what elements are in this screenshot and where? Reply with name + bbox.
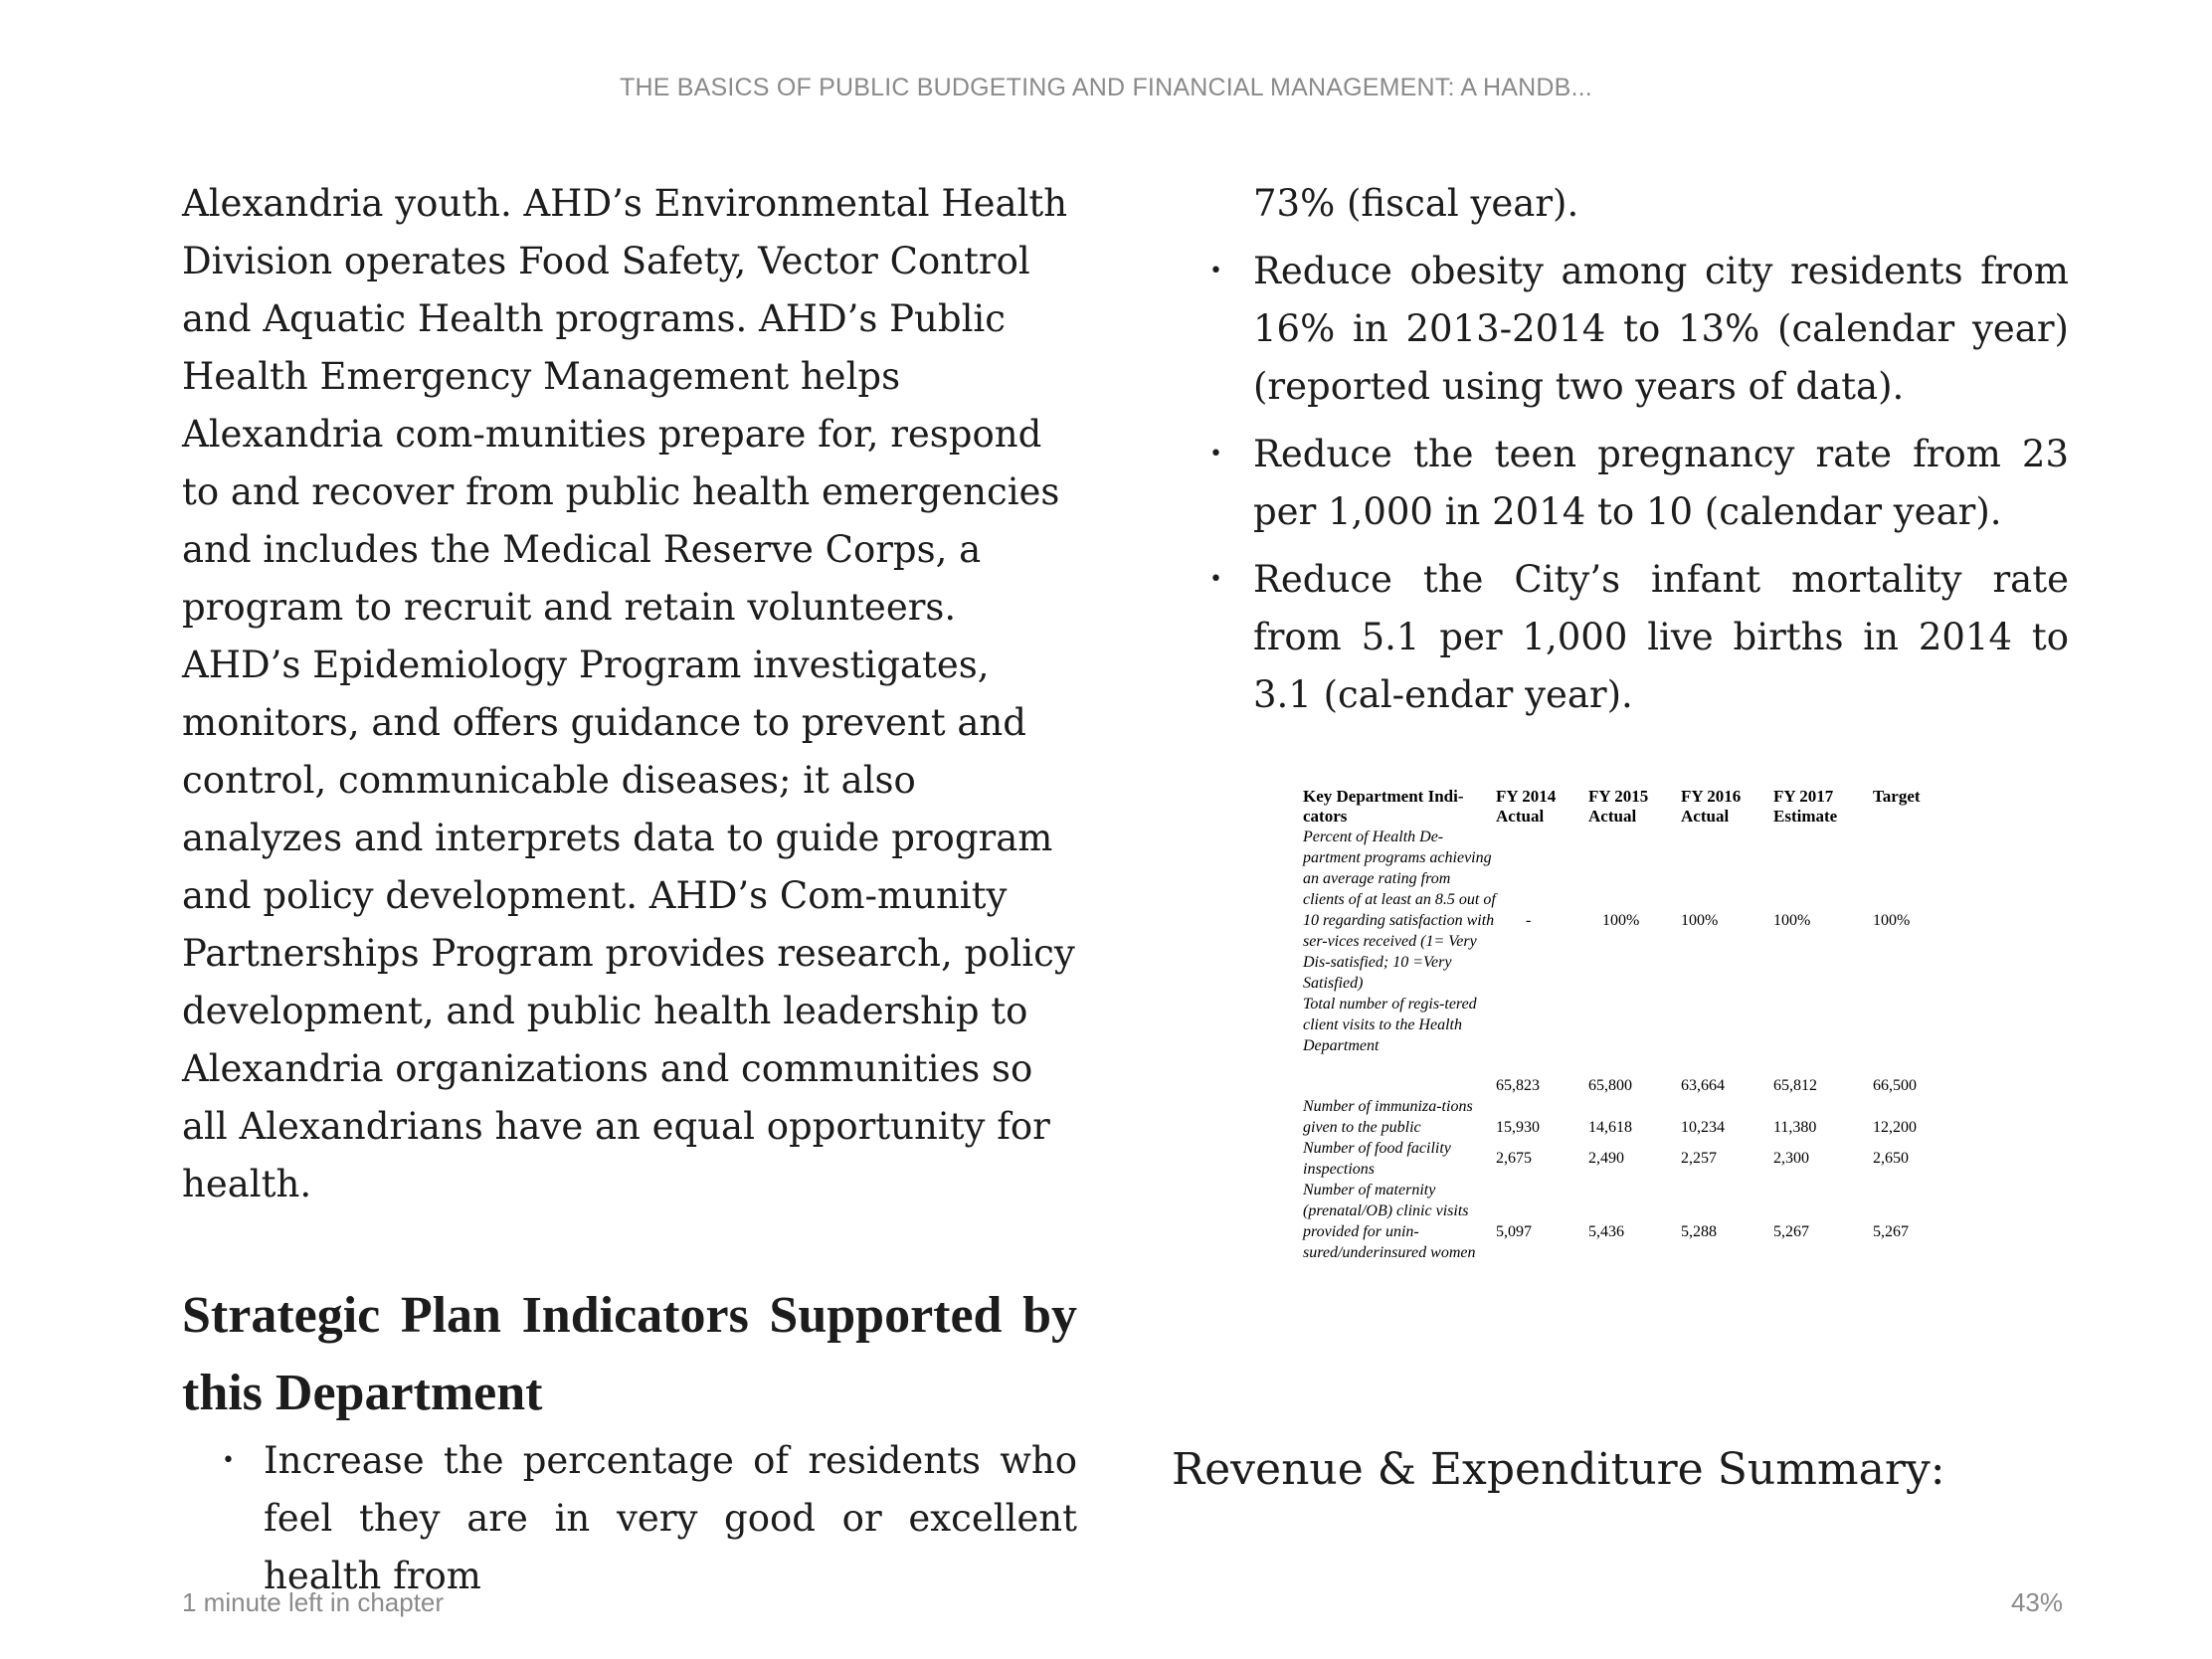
table-row [1303, 1180, 1959, 1263]
table-cell: 2,675 [1496, 1150, 1532, 1167]
table-cell: 65,812 [1773, 1077, 1817, 1094]
table-cell: 65,800 [1588, 1077, 1632, 1094]
table-header-row [1303, 787, 1959, 827]
table-cell: 100% [1681, 912, 1719, 929]
column-header: Key Department Indi-cators [1303, 787, 1464, 826]
bullet-icon: • [1209, 442, 1222, 466]
column-header: Target [1873, 787, 1921, 806]
table-cell: 5,097 [1496, 1223, 1532, 1240]
column-header: FY 2016 Actual [1681, 787, 1742, 826]
table-cell: 63,664 [1681, 1077, 1725, 1094]
table-cell: 65,823 [1496, 1077, 1540, 1094]
row-label: Number of maternity (prenatal/OB) clinic visits provided for unin-sured/underinsured women [1303, 1182, 1476, 1261]
column-header: FY 2015 Actual [1588, 787, 1649, 826]
table-cell: 5,288 [1681, 1223, 1717, 1240]
key-indicators-table-image [1303, 787, 1959, 1263]
row-label: Percent of Health De-partment programs achieving an average rating from clients of at least an 8.5 out of 10 regarding satisfaction with ser-vices received (1= Very Dis-satisfied; 10 =Very Satisfied) [1303, 829, 1496, 992]
list-item-text: Reduce the City’s infant mortality rate from 5.1 per 1,000 live births in 2014 to 3.1 (cal-endar year). [1253, 558, 2069, 716]
list-item [182, 1432, 1077, 1605]
list-item [1174, 426, 2069, 541]
table-cell: 100% [1873, 912, 1911, 929]
row-label: Number of immuniza-tions given to the public [1303, 1098, 1473, 1136]
table-row [1303, 827, 1959, 994]
table-row [1303, 994, 1959, 1096]
table-row [1303, 1138, 1959, 1180]
column-header: FY 2017 Estimate [1773, 787, 1838, 826]
list-item-text: Increase the percentage of residents who feel they are in very good or excellent health from [264, 1439, 1077, 1597]
table-cell: 5,436 [1588, 1223, 1624, 1240]
table-cell: 5,267 [1773, 1223, 1809, 1240]
table-cell: 2,257 [1681, 1150, 1717, 1167]
row-label: Number of food facility inspections [1303, 1140, 1451, 1178]
key-indicators-table [1303, 787, 1959, 1263]
table-cell: 10,234 [1681, 1119, 1725, 1136]
table-cell: 2,490 [1588, 1150, 1624, 1167]
chapter-time-remaining: 1 minute left in chapter [182, 1587, 445, 1617]
section-heading: Strategic Plan Indicators Supported by this Department [182, 1287, 1077, 1421]
bullet-icon: • [1209, 567, 1222, 592]
list-item-text: Reduce obesity among city residents from 16% in 2013-2014 to 13% (calendar year) (reported using two years of data). [1253, 250, 2069, 408]
table-cell: 5,267 [1873, 1223, 1909, 1240]
bullet-continuation: 73% (fiscal year). [1253, 182, 1579, 225]
list-item [1174, 551, 2069, 724]
column-header: FY 2014 Actual [1496, 787, 1557, 826]
table-cell: 11,380 [1773, 1119, 1817, 1136]
table-cell: 2,650 [1873, 1150, 1909, 1167]
table-cell: 100% [1602, 912, 1640, 929]
indicator-list-left [182, 1432, 1077, 1605]
row-label: Total number of regis-tered client visits to the Health Department [1303, 996, 1477, 1054]
indicator-list-right [1174, 243, 2069, 724]
revenue-expenditure-heading: Revenue & Expenditure Summary: [1172, 1444, 1945, 1495]
table-cell: 66,500 [1873, 1077, 1917, 1094]
list-item-text: Reduce the teen pregnancy rate from 23 per 1,000 in 2014 to 10 (calendar year). [1253, 433, 2069, 533]
bullet-icon: • [1209, 259, 1222, 283]
list-item [1174, 243, 2069, 416]
book-title-header: THE BASICS OF PUBLIC BUDGETING AND FINANCIAL MANAGEMENT: A HANDB... [620, 74, 1592, 101]
table-cell: 100% [1773, 912, 1811, 929]
table-cell: 2,300 [1773, 1150, 1809, 1167]
reading-progress: 43% [2010, 1587, 2063, 1617]
table-cell: 12,200 [1873, 1119, 1917, 1136]
body-paragraph: Alexandria youth. AHD’s Environmental Health Division operates Food Safety, Vector Control and Aquatic Health programs. AHD’s Public Health Emergency Management helps Alexandria com-munities prepare for, respond to and recover from public health emergencies and includes the Medical Reserve Corps, a program to recruit and retain volunteers. AHD’s Epidemiology Program investigates, monitors, and offers guidance to prevent and control, communicable diseases; it also analyzes and interprets data to guide program and policy development. AHD’s Com-munity Partnerships Program provides research, policy development, and public health leadership to Alexandria organizations and communities so all Alexandrians have an equal opportunity for health. [182, 182, 1075, 1205]
table-cell: - [1526, 912, 1532, 929]
table-cell: 15,930 [1496, 1119, 1540, 1136]
table-cell: 14,618 [1588, 1119, 1632, 1136]
left-column [182, 175, 1077, 1605]
bullet-icon: • [222, 1448, 235, 1473]
table-row [1303, 1096, 1959, 1138]
right-column [1174, 175, 2069, 724]
